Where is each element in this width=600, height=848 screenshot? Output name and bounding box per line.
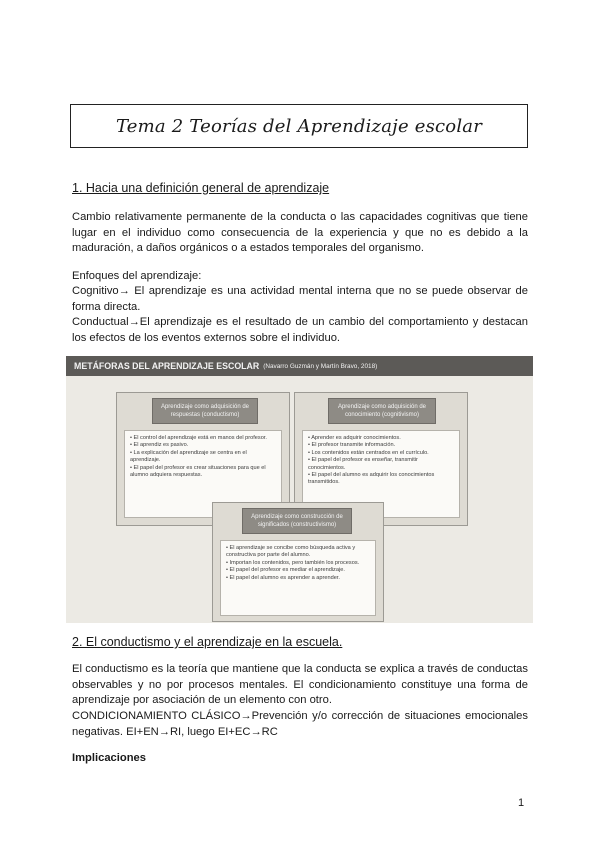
list-item: • El papel del profesor es enseñar, transmitir conocimientos. (308, 457, 418, 471)
list-item: • Los contenidos están centrados en el currículo. (308, 449, 429, 456)
list-item: • El aprendiz es pasivo. (130, 442, 189, 449)
panel-constructivismo-label: Aprendizaje como construcción de significados (constructivismo) (242, 508, 352, 534)
metaphors-figure (66, 356, 533, 623)
implicaciones-heading: Implicaciones (72, 752, 146, 764)
page-number: 1 (518, 797, 525, 809)
figure-header (66, 356, 533, 376)
list-item: • El papel del alumno es aprender a aprender. (226, 574, 340, 581)
cognitivo-paragraph: Cognitivo→ El aprendizaje es una actividad mental interna que no se puede observar de forma directa. (72, 285, 528, 313)
figure-header-title: METÁFORAS DEL APRENDIZAJE ESCOLAR (74, 361, 260, 371)
list-item: • Importan los contenidos, pero también los procesos. (226, 559, 360, 566)
list-item: • El papel del profesor es mediar el aprendizaje. (226, 567, 345, 574)
panel-constructivismo-list (220, 540, 376, 616)
conductismo-paragraph: El conductismo es la teoría que mantiene que la conducta se explica a través de conductas observables y no por procesos mentales. El condicionamiento constituye una forma de aprendizaje por asociación de un elemento con otro. (72, 663, 528, 707)
panel-conductismo-label: Aprendizaje como adquisición de respuestas (conductismo) (152, 398, 258, 424)
conductual-paragraph: Conductual→El aprendizaje es el resultado de un cambio del comportamiento y destacan los efectos de los eventos externos sobre el individuo. (72, 316, 528, 344)
list-item: • El aprendizaje se concibe como búsqueda activa y constructiva por parte del alumno. (226, 545, 356, 559)
enfoques-label: Enfoques del aprendizaje: (72, 270, 202, 282)
definition-paragraph: Cambio relativamente permanente de la conducta o las capacidades cognitivas que tiene lugar en el individuo como consecuencia de la experiencia y que no es debido a la maduración, a daños orgánicos o a estados temporales del organismo. (72, 211, 528, 255)
list-item: • El control del aprendizaje está en manos del profesor. (130, 435, 267, 441)
page-title: Tema 2 Teorías del Aprendizaje escolar (115, 115, 483, 137)
condicionamiento-clasico: CONDICIONAMIENTO CLÁSICO→Prevención y/o corrección de situaciones emocionales negativas. EI+EN→RI, luego EI+EC→RC (72, 710, 528, 738)
list-item: • El profesor transmite información. (308, 442, 396, 449)
section1-heading: 1. Hacia una definición general de aprendizaje (72, 181, 330, 195)
title-box (70, 104, 528, 148)
panel-cognitivismo-label: Aprendizaje como adquisición de conocimiento (cognitivismo) (328, 398, 436, 424)
figure-header-source: (Navarro Guzmán y Martín Bravo, 2018) (263, 362, 378, 370)
list-item: • Aprender es adquirir conocimientos. (308, 435, 401, 441)
list-item: • El papel del alumno es adquirir los conocimientos transmitidos. (308, 472, 435, 486)
list-item: • La explicación del aprendizaje se centra en el aprendizaje. (130, 449, 247, 464)
list-item: • El papel del profesor es crear situaciones para que el alumno adquiera respuestas. (130, 464, 266, 479)
section2-heading: 2. El conductismo y el aprendizaje en la escuela. (72, 635, 343, 649)
